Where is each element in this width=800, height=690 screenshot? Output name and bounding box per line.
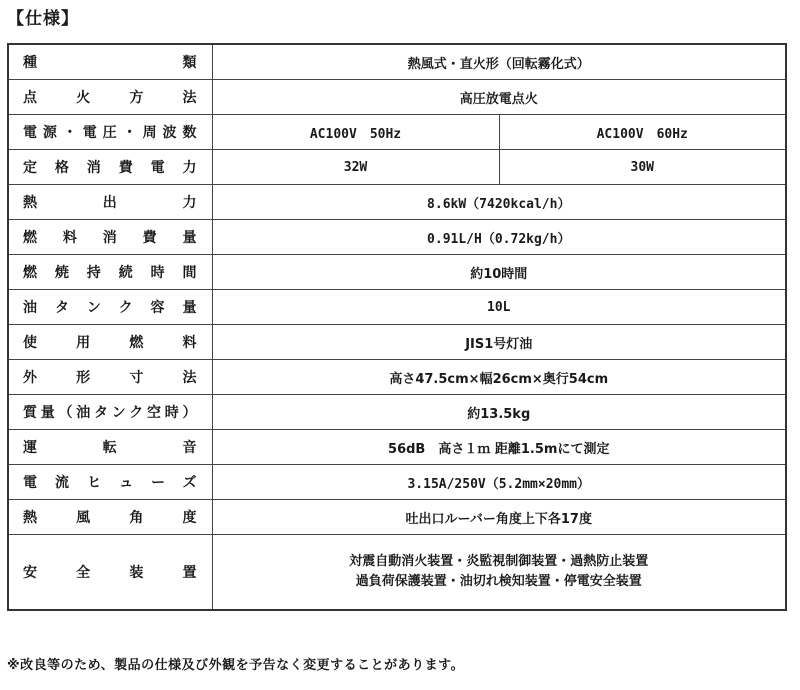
table-row bbox=[8, 325, 786, 360]
table-row bbox=[8, 115, 786, 150]
row-value-type: 熱風式・直火形（回転霧化式） bbox=[212, 44, 786, 80]
row-label-weight: 質量（油タンク空時） bbox=[8, 395, 212, 430]
row-label-dimensions: 外形寸法 bbox=[8, 360, 212, 395]
row-value-fuel-type: JIS1号灯油 bbox=[212, 325, 786, 360]
row-label-burn-duration: 燃焼持続時間 bbox=[8, 255, 212, 290]
safety-line-2: 過負荷保護装置・油切れ検知装置・停電安全装置 bbox=[355, 574, 642, 589]
row-label-ignition: 点火方法 bbox=[8, 80, 212, 115]
table-row bbox=[8, 255, 786, 290]
row-label-fuse: 電流ヒューズ bbox=[8, 465, 212, 500]
row-value-tank-capacity: 10L bbox=[212, 290, 786, 325]
spec-table bbox=[7, 43, 787, 611]
row-value-weight: 約13.5kg bbox=[212, 395, 786, 430]
row-value-power-50hz: AC100V 50Hz bbox=[212, 115, 499, 150]
row-label-rated-power: 定格消費電力 bbox=[8, 150, 212, 185]
table-row bbox=[8, 290, 786, 325]
table-row bbox=[8, 430, 786, 465]
table-row bbox=[8, 535, 786, 611]
footnote: ※改良等のため、製品の仕様及び外観を予告なく変更することがあります。 bbox=[7, 658, 465, 673]
table-row bbox=[8, 185, 786, 220]
row-label-heat-output: 熱出力 bbox=[8, 185, 212, 220]
row-value-fuse: 3.15A/250V（5.2mm×20mm） bbox=[212, 465, 786, 500]
table-row bbox=[8, 150, 786, 185]
row-value-fuel-consumption: 0.91L/H（0.72kg/h） bbox=[212, 220, 786, 255]
row-value-noise: 56dB 高さ１ｍ 距離1.5mにて測定 bbox=[212, 430, 786, 465]
safety-line-1: 対震自動消火装置・炎監視制御装置・過熱防止装置 bbox=[349, 554, 649, 569]
table-row bbox=[8, 465, 786, 500]
row-label-fuel-consumption: 燃料消費量 bbox=[8, 220, 212, 255]
row-label-safety: 安全装置 bbox=[8, 535, 212, 611]
row-label-airflow-angle: 熱風角度 bbox=[8, 500, 212, 535]
row-value-burn-duration: 約10時間 bbox=[212, 255, 786, 290]
row-value-airflow-angle: 吐出口ルーバー角度上下各17度 bbox=[212, 500, 786, 535]
row-label-tank-capacity: 油タンク容量 bbox=[8, 290, 212, 325]
spec-heading: 【仕様】 bbox=[7, 9, 79, 29]
row-label-noise: 運転音 bbox=[8, 430, 212, 465]
table-row bbox=[8, 44, 786, 80]
table-row bbox=[8, 500, 786, 535]
row-value-heat-output: 8.6kW（7420kcal/h） bbox=[212, 185, 786, 220]
row-value-power-60hz: AC100V 60Hz bbox=[499, 115, 786, 150]
row-label-fuel-type: 使用燃料 bbox=[8, 325, 212, 360]
row-label-type: 種類 bbox=[8, 44, 212, 80]
row-value-rated-50hz: 32W bbox=[212, 150, 499, 185]
row-value-dimensions: 高さ47.5cm×幅26cm×奥行54cm bbox=[212, 360, 786, 395]
table-row bbox=[8, 395, 786, 430]
row-label-power-source: 電源・電圧・周波数 bbox=[8, 115, 212, 150]
row-value-ignition: 高圧放電点火 bbox=[212, 80, 786, 115]
table-row bbox=[8, 80, 786, 115]
row-value-rated-60hz: 30W bbox=[499, 150, 786, 185]
table-row bbox=[8, 220, 786, 255]
table-row bbox=[8, 360, 786, 395]
row-value-safety bbox=[212, 535, 786, 611]
